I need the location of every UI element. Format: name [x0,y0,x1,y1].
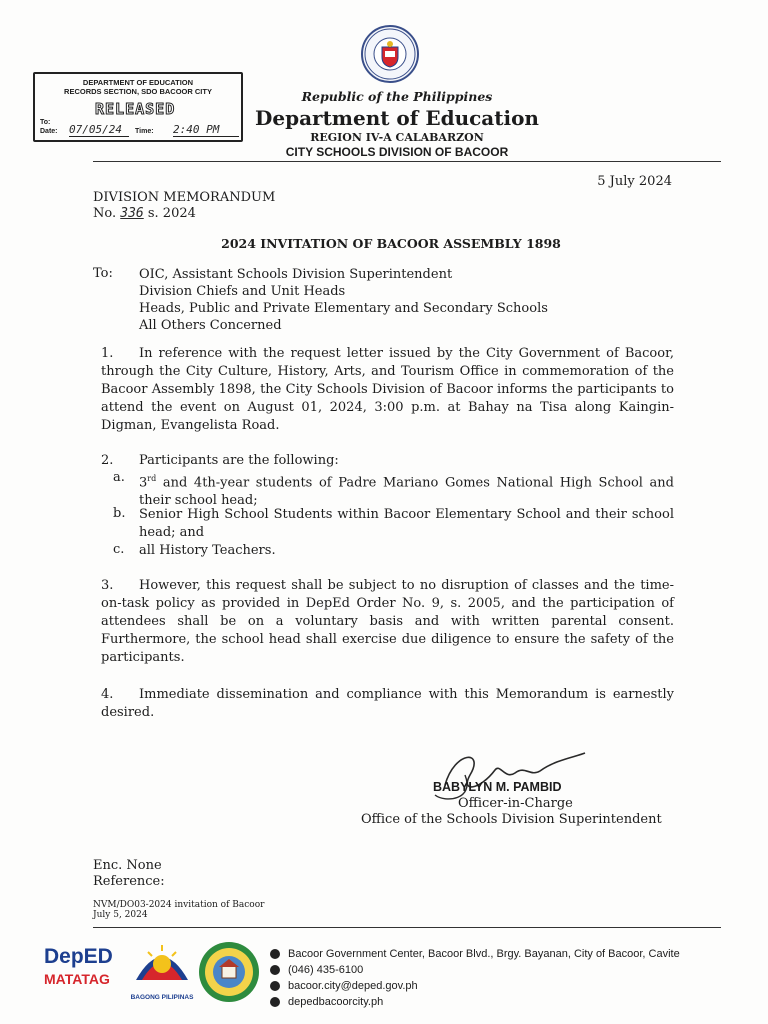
contact-web: depedbacoorcity.ph [288,996,384,1008]
file-reference [93,900,264,920]
paragraph-1-number: 1. [101,346,114,361]
recipient-list [139,266,548,334]
contact-email-row [270,978,680,994]
memo-id [93,190,275,222]
recipient-item: OIC, Assistant Schools Division Superintendent [139,267,453,282]
memo-number-line [93,206,275,222]
email-icon [270,981,280,991]
stamp-date-value: 07/05/24 [69,123,129,137]
paragraph-1 [101,345,674,435]
list-item-b: Senior High School Students within Bacoor Elementary School and their school head; and [139,507,674,540]
paragraph-2-text: Participants are the following: [139,453,339,468]
signatory-title: Officer-in-Charge [458,796,573,811]
contact-block [270,946,680,1010]
stamp-time-value: 2:40 PM [173,123,239,137]
signatory-name: BABYLYN M. PAMBID [433,780,562,794]
stamp-line-1: DEPARTMENT OF EDUCATION [82,78,194,87]
list-letter-a: a. [113,470,125,485]
list-item-a-sup: rd [147,474,157,483]
list-item-c: all History Teachers. [139,543,276,558]
enclosure-line: Enc. None [93,858,162,873]
deped-seal [361,25,419,83]
list-letter-b: b. [113,506,126,521]
bagong-pilipinas-icon [130,940,194,990]
bagong-pilipinas-text: BAGONG PILIPINAS [130,994,194,1001]
deped-matatag-logo [44,945,124,1005]
paragraph-3-text: However, this request shall be subject to no disruption of classes and the time-on-task policy as provided in DepEd Order No. 9, s. 2005, and the participation of attendees shall be on a voluntary basis and with written parental consent. Furthermore, the school head shall exercise due diligence to ensure the safety of the participants. [101,578,674,665]
stamp-date-label: Date: [40,128,58,135]
globe-icon [270,997,280,1007]
contact-phone-row [270,962,680,978]
file-date: July 5, 2024 [93,910,148,920]
memo-no-label: No. [93,206,117,221]
reference-line: Reference: [93,874,165,889]
contact-phone: (046) 435-6100 [288,964,364,976]
memo-subject: 2024 INVITATION OF BACOOR ASSEMBLY 1898 [221,236,561,251]
paragraph-3-number: 3. [101,578,114,593]
list-letter-c: c. [113,542,125,557]
recipient-item: Heads, Public and Private Elementary and Secondary Schools [139,301,548,316]
contact-address: Bacoor Government Center, Bacoor Blvd., Brgy. Bayanan, City of Bacoor, Cavite [288,948,680,960]
footer-rule [93,927,721,928]
header-rule [93,161,721,162]
memo-series: s. 2024 [147,206,196,221]
paragraph-4 [101,686,674,722]
stamp-status: RELEASED [95,100,176,118]
department-title: Department of Education [255,106,539,130]
phone-icon [270,965,280,975]
paragraph-3 [101,577,674,667]
paragraph-4-text: Immediate dissemination and compliance with this Memorandum is earnestly desired. [101,687,674,720]
matatag-text: MATATAG [44,971,110,987]
stamp-to-label: To: [40,119,51,126]
list-item-a-num: 3 [139,475,148,491]
location-pin-icon [270,949,280,959]
region-line: REGION IV-A CALABARZON [310,131,484,144]
division-seal-icon [197,940,261,1004]
file-code: NVM/DO03-2024 invitation of Bacoor [93,900,265,910]
contact-address-row [270,946,680,962]
enclosure-block [93,858,165,890]
division-line: CITY SCHOOLS DIVISION OF BACOOR [285,145,509,159]
recipient-item: All Others Concerned [139,318,282,333]
to-label: To: [93,266,113,281]
stamp-time-label: Time: [135,128,154,135]
division-seal [197,940,261,1004]
deped-logo-text: DepED [44,945,113,968]
paragraph-1-text: In reference with the request letter issued by the City Government of Bacoor, through the City Culture, History, Arts, and Tourism Office in commemoration of the Bacoor Assembly 1898, the City Schools Division of Bacoor informs the participants to attend the event on August 01, 2024, 3:00 p.m. at Bahay na Tisa along Kaingin-Digman, Evangelista Road. [101,346,674,433]
list-item-a [139,470,674,510]
list-item-a-text: and 4th-year students of Padre Mariano Gomes National High School and their school head; [139,475,674,509]
deped-seal-icon [363,27,417,81]
republic-line: Republic of the Philippines [301,89,493,104]
memo-date: 5 July 2024 [597,174,672,189]
memo-type: DIVISION MEMORANDUM [93,190,276,205]
signatory-office: Office of the Schools Division Superintendent [361,812,662,827]
recipient-item: Division Chiefs and Unit Heads [139,284,346,299]
contact-web-row [270,994,680,1010]
stamp-line-2: RECORDS SECTION, SDO BACOOR CITY [64,87,212,96]
memo-no-value: 336 [120,206,144,221]
paragraph-2-number: 2. [101,453,114,468]
bagong-pilipinas-logo [130,940,194,1004]
paragraph-2 [101,452,674,470]
paragraph-4-number: 4. [101,687,114,702]
contact-email: bacoor.city@deped.gov.ph [288,980,418,992]
